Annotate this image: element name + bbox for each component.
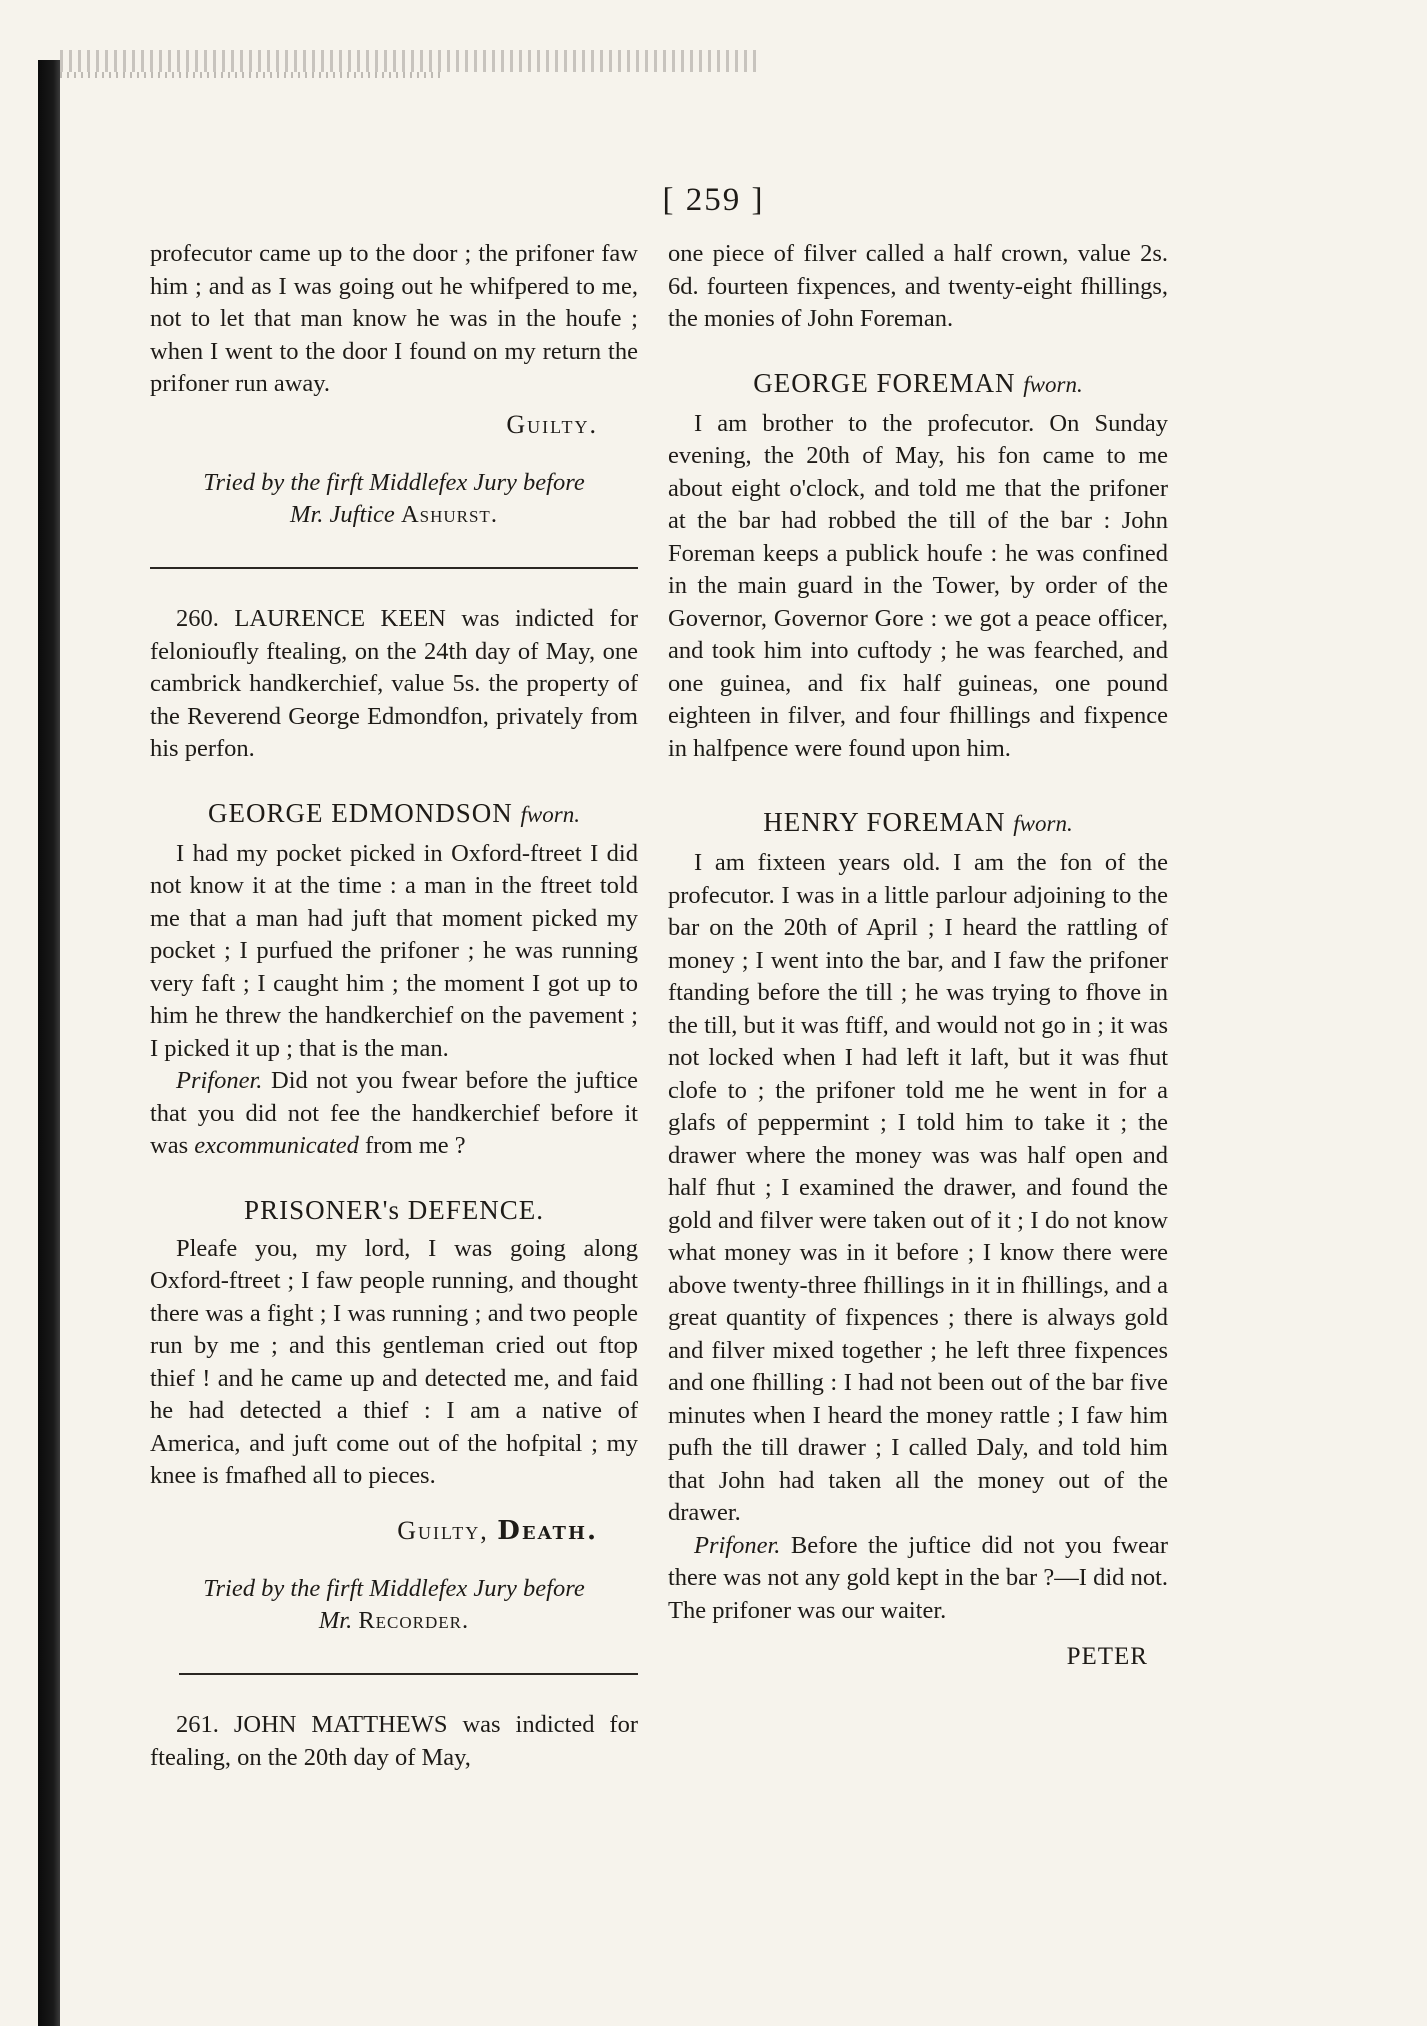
paragraph: profecutor came up to the door ; the prifoner faw him ; and as I was going out he whifpered to me, not to let that man know he was in the houfe ; when I went to the door I found on my return the prifoner run away. [150, 240, 638, 397]
left-column [150, 238, 638, 1774]
verdict [150, 1515, 598, 1548]
tried-line: Tried by the firft Middlefex Jury before [203, 1575, 585, 1602]
page-number: [ 259 ] [662, 182, 765, 218]
sworn-label: fworn. [1013, 811, 1073, 836]
paragraph: one piece of filver called a half crown, value 2s. 6d. fourteen fixpences, and twenty-eight fhillings, the monies of John Foreman. [668, 240, 1168, 332]
right-column [668, 238, 1168, 1674]
section-divider [150, 567, 638, 569]
tried-judge-name: Recorder. [358, 1607, 470, 1634]
testimony: I am fixteen years old. I am the fon of the profecutor. I was in a little parlour adjoining to the bar on the 20th of April ; I heard the rattling of money ; I went into the bar, and I faw the prifoner ftanding before the till ; he was trying to fhove in the till, but it was ftiff, and would not go in ; it was not locked when I had left it laft, but it was fhut clofe to ; the prifoner told me he went in for a glafs of peppermint ; I told him to take it ; the drawer where the money was was half open and half fhut ; I examined the drawer, and found the gold and filver were taken out of it ; I do not know what money was in it before ; I know there were above twenty-three fhillings in it in fhillings, and a great quantity of fixpences ; there is always gold and filver mixed together ; he left three fixpences and one fhilling : I had not been out of the bar five minutes when I heard the money rattle ; I faw him pufh the till drawer ; I called Daly, and told him that John had taken all the money out of the drawer. [668, 849, 1168, 1526]
prisoner-label: Prifoner. [176, 1067, 263, 1094]
sworn-label: fworn. [520, 801, 580, 827]
sworn-label: fworn. [1023, 371, 1083, 397]
scan-noise [60, 72, 440, 78]
witness-name: GEORGE EDMONDSON [208, 797, 513, 828]
catchword: PETER [1066, 1643, 1148, 1670]
testimony: I am brother to the profecutor. On Sunday evening, the 20th of May, his fon came to me about eight o'clock, and told me that the prifoner at the bar had robbed the till of the bar : John Foreman keeps a publick houfe : he was confined in the main guard in the Tower, by order of the Governor, Governor Gore : we got a peace officer, and took him into cuftody ; he was fearched, and one guinea, and fix half guineas, one pound eighteen in filver, and four fhillings and fixpence in halfpence were found upon him. [668, 409, 1168, 762]
tried-line [150, 1605, 638, 1637]
scan-noise [60, 50, 760, 72]
tried-judge-title: Mr. Juftice [290, 501, 395, 528]
verdict: Guilty. [506, 409, 598, 439]
prisoner-question-italic: excommunicated [194, 1132, 359, 1159]
verdict-label: Guilty, [397, 1515, 489, 1545]
section-divider [179, 1673, 638, 1675]
scan-binding-edge [38, 60, 60, 2026]
tried-line [150, 499, 638, 531]
witness-heading [150, 796, 638, 832]
tried-judge-title: Mr. [318, 1607, 353, 1634]
defence-heading: PRISONER's DEFENCE. [244, 1194, 544, 1225]
verdict-sentence: Death. [497, 1515, 598, 1546]
tried-note [150, 1573, 638, 1637]
tried-note [150, 467, 638, 531]
prisoner-question [150, 1065, 638, 1163]
case-260-text: 260. LAURENCE KEEN was indicted for felonioufly ftealing, on the 24th day of May, one cambrick handkerchief, value 5s. the property of the Reverend George Edmondfon, privately from his perfon. [150, 605, 638, 762]
case-261-text: 261. JOHN MATTHEWS was indicted for ftealing, on the 20th day of May, [150, 1711, 638, 1771]
defence-text: Pleafe you, my lord, I was going along Oxford-ftreet ; I faw people running, and thought there was a fight ; I was running ; and two people run by me ; and this gentleman cried out ftop thief ! and he came up and detected me, and faid he had detected a thief : I am a native of America, and juft come out of the hofpital ; my knee is fmafhed all to pieces. [150, 1234, 638, 1489]
prisoner-question-text: Before the juftice did not you fwear there was not any gold kept in the bar ?—I did not. The prifoner was our waiter. [668, 1531, 1168, 1624]
prisoner-question [668, 1530, 1168, 1628]
witness-heading [668, 366, 1168, 402]
witness-name: HENRY FOREMAN [763, 807, 1006, 837]
prisoner-question-end: from me ? [364, 1132, 466, 1159]
testimony: I had my pocket picked in Oxford-ftreet I did not know it at the time : a man in the ftreet told me that a man had juft that moment picked my pocket ; I purfued the prifoner ; he was running very faft ; I caught him ; the moment I got up to him he threw the handkerchief on the pavement ; I picked it up ; that is the man. [150, 839, 638, 1062]
witness-heading [668, 805, 1168, 841]
tried-judge-name: Ashurst. [400, 501, 498, 528]
tried-line: Tried by the firft Middlefex Jury before [203, 469, 585, 496]
prisoner-label: Prifoner. [694, 1531, 781, 1559]
prisoner-question-text: Did not you fwear before the juftice that you did not fee the handkerchief before it was [150, 1067, 638, 1159]
witness-name: GEORGE FOREMAN [753, 367, 1016, 398]
